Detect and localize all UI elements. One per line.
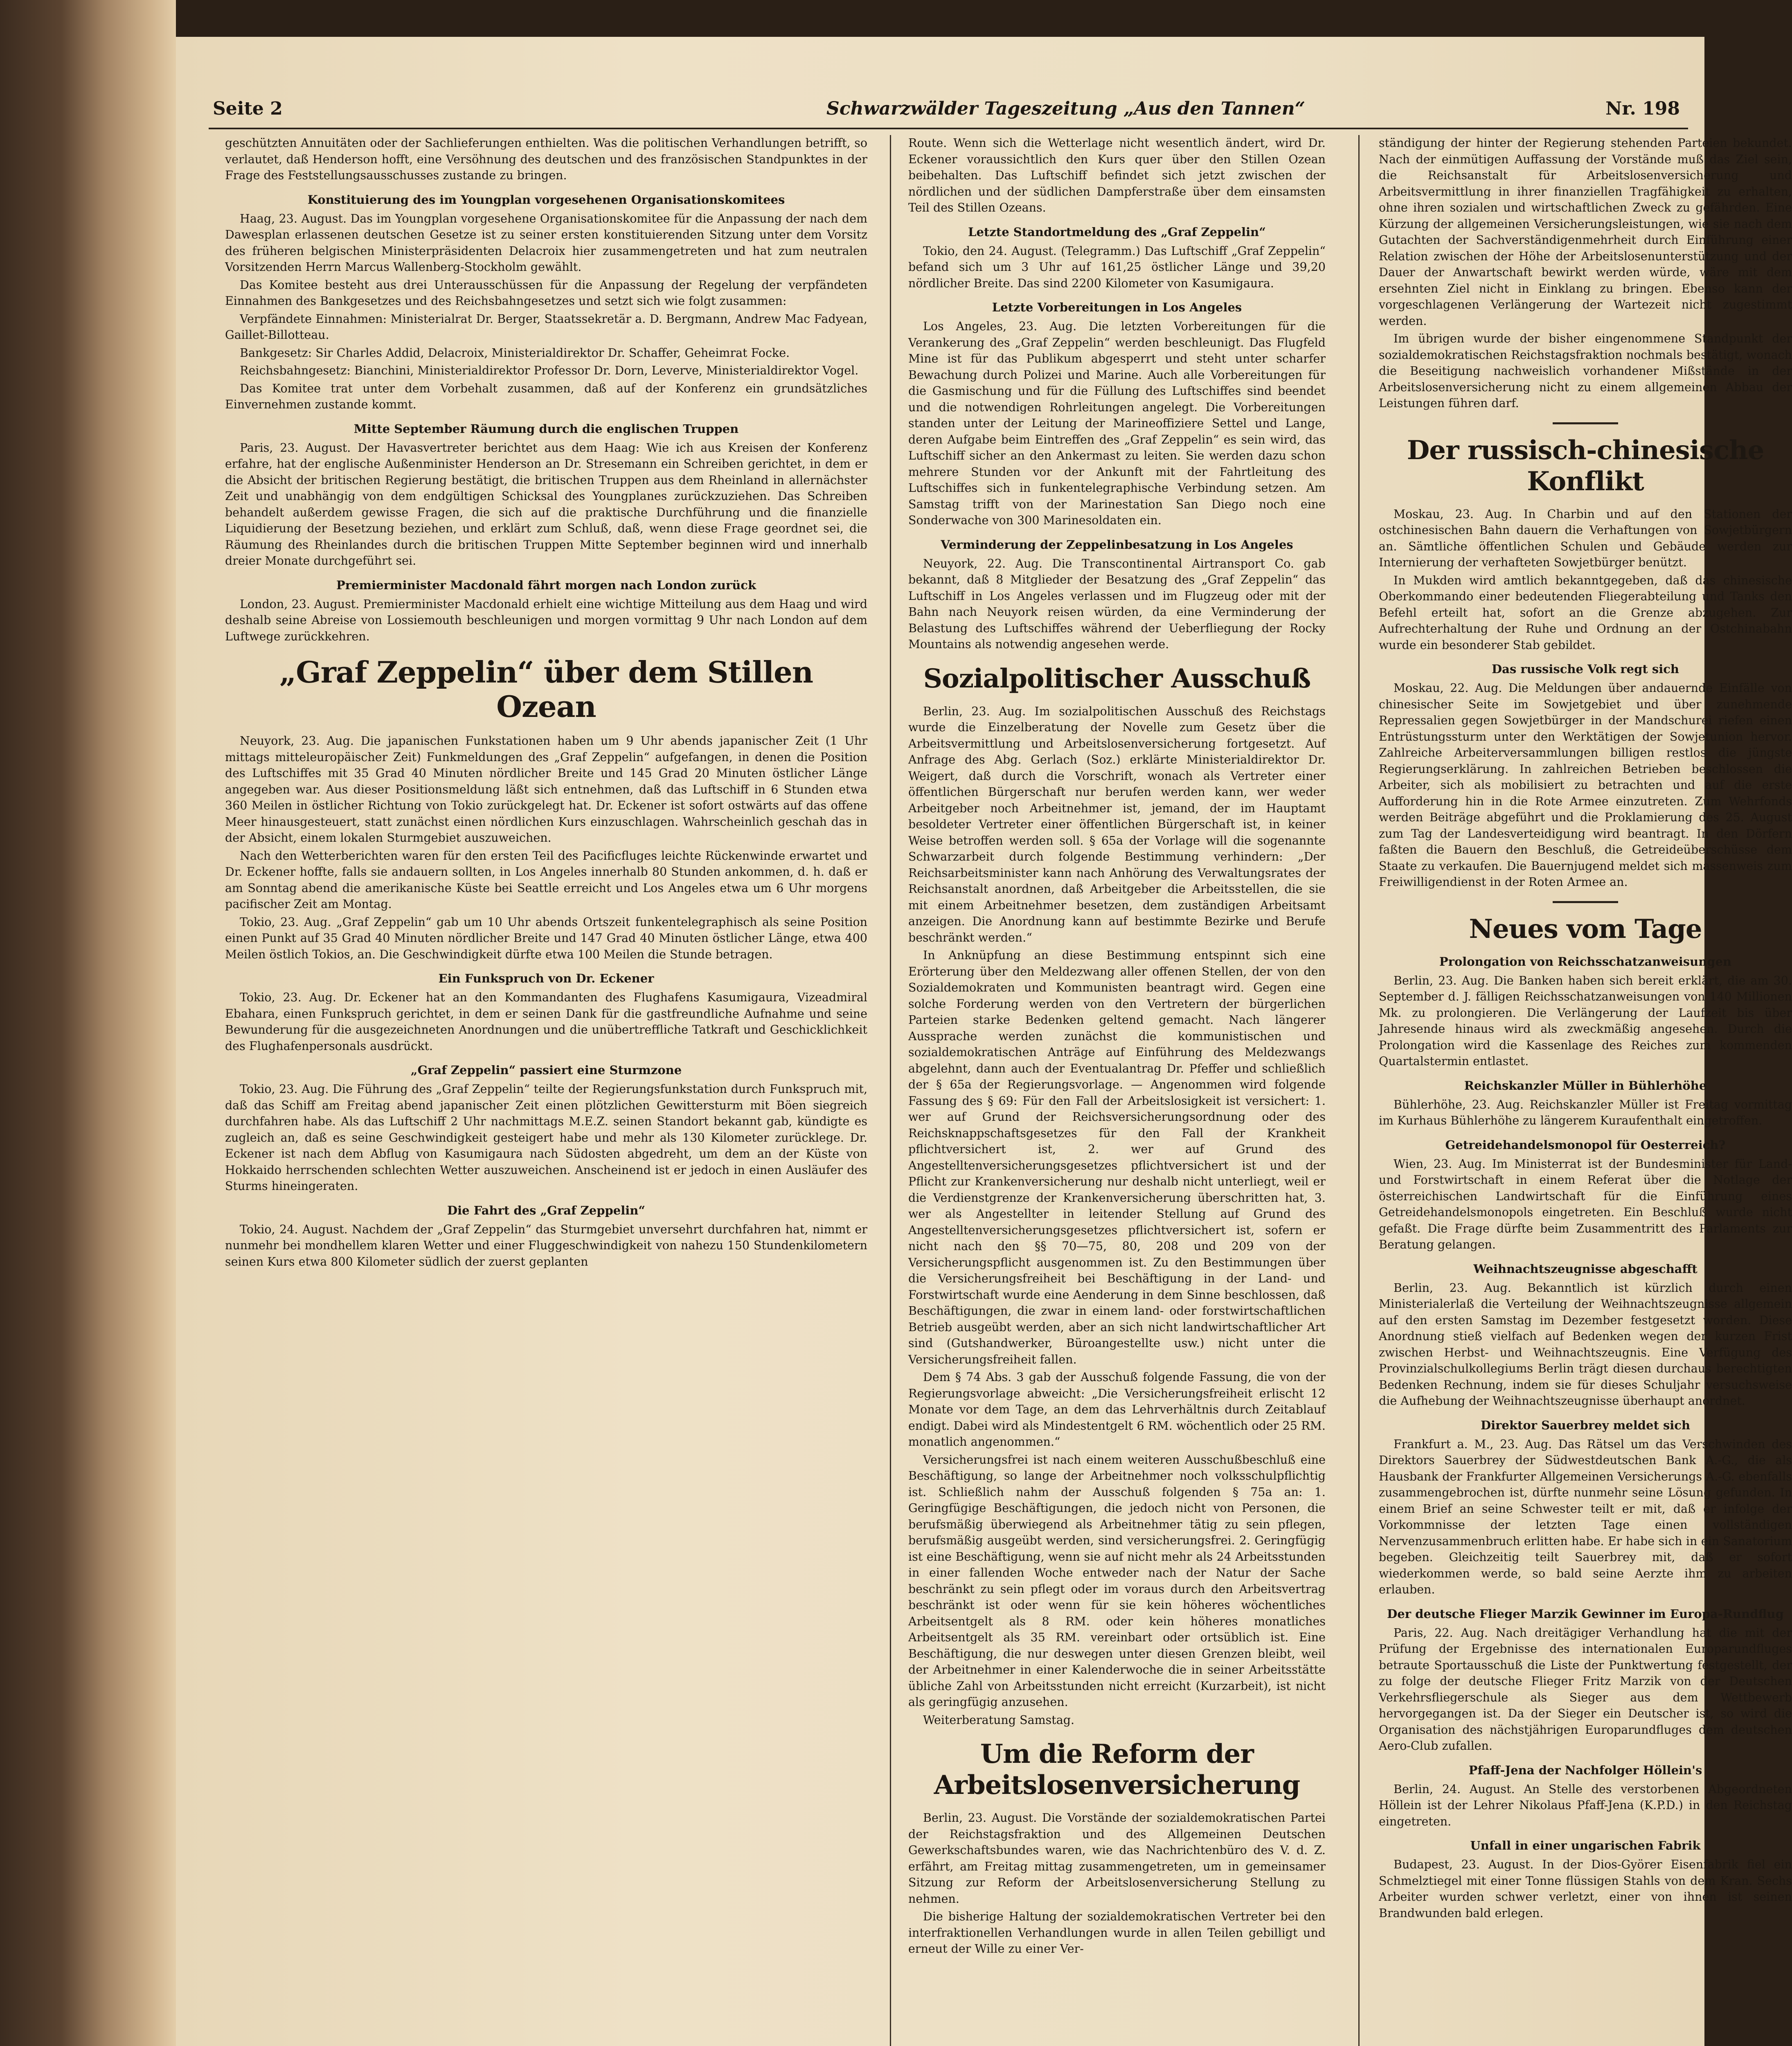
- article-paragraph: Neuyork, 22. Aug. Die Transcontinental Airtransport Co. gab bekannt, daß 8 Mitglieder der Besatzung des „Graf Zeppelin“ das Luftschiff in Los Angeles verlassen und im Flugzeug oder mit der Bahn nach Neuyork reisen würden, da eine Verminderung der Belastung des Luftschiffes während der Ueberfliegung der Rocky Mountains als notwendig angesehen werde.: [908, 557, 1326, 651]
- section-divider: [1553, 901, 1618, 903]
- article-paragraph: In Anknüpfung an diese Bestimmung entspinnt sich eine Erörterung über den Meldezwang aller offenen Stellen, der von den Sozialdemokraten und Kommunisten beantragt wird. Gegen eine solche Forderung werden von den Vertretern der bürgerlichen Parteien starke Bedenken geltend gemacht. Nach längerer Aussprache werden zunächst die kommunistischen und sozialdemokratischen Anträge auf Einführung des Meldezwangs abgelehnt, dann auch der Eventualantrag Dr. Pfeffer und schließlich der § 65a der Regierungsvorlage. — Angenommen wird folgende Fassung des § 69: Für den Fall der Arbeitslosigkeit ist versichert: 1. wer auf Grund der Reichsversicherungsordnung oder des Reichsknappschaftsgesetzes für den Fall der Krankheit pflichtversichert ist, 2. wer auf Grund des Angestelltenversicherungsgesetzes pflichtversichert ist und der Pflicht zur Krankenversicherung nur deshalb nicht unterliegt, weil er die Verdienstgrenze der Krankenversicherung überschritten hat, 3. wer als Angestellter in leitender Stellung auf Grund des Angestelltenversicherungsgesetzes pflichtversichert ist, sofern er nicht nach den §§ 70—75, 80, 208 und 209 von der Versicherungspflicht ausgenommen ist. Zu den Bestimmungen über die Versicherungsfreiheit bei Beschäftigung in der Land- und Forstwirtschaft wurde eine Aenderung in dem Sinne beschlossen, daß Beschäftigungen, die zwar in einem land- oder forstwirtschaftlichen Betrieb ausgeübt werden, aber an sich nicht landwirtschaftlicher Art sind (Gutshandwerker, Büroangestellte usw.) nicht unter die Versicherungsfreiheit fallen.: [908, 949, 1326, 1366]
- article-heading: Letzte Standortmeldung des „Graf Zeppelin“: [968, 225, 1266, 239]
- column-separator: [890, 135, 891, 2046]
- article-paragraph: Frankfurt a. M., 23. Aug. Das Rätsel um das Verschwinden des Direktors Sauerbrey der Südwestdeutschen Bank A.-G., die als Hausbank der Frankfurter Allgemeinen Versicherungs A.-G. ebenfalls zusammengebrochen ist, dürfte nunmehr seine Lösung gefunden. In einem Brief an seine Schwester teilt er mit, daß er infolge der Vorkommnisse der letzten Tage einen vollständigen Nervenzusammenbruch erlitten habe. Er habe sich in ein Sanatorium begeben. Gleichzeitig teilt Sauerbrey mit, daß er sofort wiederkommen werde, so bald seine Aerzte ihm zu arbeiten erlauben.: [1379, 1437, 1792, 1596]
- book-binding: [0, 0, 176, 2046]
- column-3: [1379, 135, 1792, 2046]
- article-paragraph: Bühlerhöhe, 23. Aug. Reichskanzler Müller ist Freitag vormittag im Kurhaus Bühlerhöhe zu längerem Kuraufenthalt eingetroffen.: [1379, 1097, 1792, 1127]
- article-paragraph: Dem § 74 Abs. 3 gab der Ausschuß folgende Fassung, die von der Regierungsvorlage abweicht: „Die Versicherungsfreiheit erlischt 12 Monate vor dem Tage, an dem das Lehrverhältnis durch Zeitablauf endigt. Dabei wird als Mindestentgelt 6 RM. wöchentlich oder 25 RM. monatlich angenommen.“: [908, 1370, 1326, 1449]
- article-paragraph: Das Komitee besteht aus drei Unterausschüssen für die Anpassung der Regelung der verpfändeten Einnahmen des Bankgesetzes und des Reichsbahngesetzes und setzt sich wie folgt zusammen:: [225, 278, 867, 308]
- article-paragraph: In Mukden wird amtlich bekanntgegeben, daß das chinesische Oberkommando einer bedeutenden Fliegerabteilung und Tanks den Befehl erteilt hat, sofort an die Grenze abzugehen. Zur Aufrechterhaltung der Ruhe und Ordnung an der Ostchinabahn wurde ein besonderer Stab gebildet.: [1379, 573, 1792, 652]
- article-paragraph: Bankgesetz: Sir Charles Addid, Delacroix, Ministerialdirektor Dr. Schaffer, Geheimrat Focke.: [240, 346, 790, 360]
- article-paragraph: Paris, 22. Aug. Nach dreitägiger Verhandlung hat die mit der Prüfung der Ergebnisse des internationalen Europarundfluges betraute Sportausschuß die Liste der Punktwertung festgestellt, der zu folge der deutsche Flieger Fritz Marzik von der Deutschen Verkehrsfliegerschule als Sieger aus dem Wettbewerb hervorgegangen ist. Da der Sieger ein Deutscher ist, so wird die Organisation des nächstjährigen Europarundfluges dem deutschen Aero-Club zufallen.: [1379, 1626, 1792, 1753]
- article-paragraph: Berlin, 23. August. Die Vorstände der sozialdemokratischen Partei der Reichstagsfraktion und des Allgemeinen Deutschen Gewerkschaftsbundes waren, wie das Nachrichtenbüro des V. d. Z. erfährt, am Freitag mittag zusammengetreten, um in gemeinsamer Sitzung zur Reform der Arbeitslosenversicherung Stellung zu nehmen.: [908, 1811, 1326, 1906]
- article-heading: Die Fahrt des „Graf Zeppelin“: [447, 1203, 646, 1217]
- article-heading: Direktor Sauerbrey meldet sich: [1480, 1418, 1691, 1432]
- column-2: [908, 135, 1326, 2046]
- header-rule: [209, 128, 1688, 129]
- article-paragraph: Berlin, 23. Aug. Im sozialpolitischen Ausschuß des Reichstags wurde die Einzelberatung der Novelle zum Gesetz über die Arbeitsvermittlung und Arbeitslosenversicherung fortgesetzt. Auf Anfrage des Abg. Gerlach (Soz.) erklärte Ministerialdirektor Dr. Weigert, daß durch die Vorschrift, wonach als Vertreter einer öffentlichen Bürgerschaft nur berufen werden kann, wer weder Arbeitgeber noch Arbeitnehmer ist, jemand, der im Hauptamt besoldeter Vertreter einer öffentlichen Bürgerschaft ist, in keiner Weise betroffen werden soll. § 65a der Vorlage will die sogenannte Schwarzarbeit durch folgende Bestimmung verhindern: „Der Reichsarbeitsminister kann nach Anhörung des Verwaltungsrates der Reichsanstalt anordnen, daß Arbeitgeber die Arbeitsstellen, die sie mit einem Arbeitnehmer besetzen, dem zuständigen Arbeitsamt anzeigen. Die Anordnung kann auf bestimmte Bezirke und Berufe beschränkt werden.“: [908, 704, 1326, 944]
- article-paragraph: Reichsbahngesetz: Bianchini, Ministerialdirektor Professor Dr. Dorn, Leverve, Ministerialdirektor Vogel.: [240, 364, 859, 377]
- article-paragraph: Paris, 23. August. Der Havasvertreter berichtet aus dem Haag: Wie ich aus Kreisen der Konferenz erfahre, hat der englische Außenminister Henderson an Dr. Stresemann ein Schreiben gerichtet, in dem er die Absicht der britischen Regierung bestätigt, die britischen Truppen aus dem Rheinland in allernächster Zeit und unabhängig von dem endgültigen Schicksal des Youngplanes zurückzuziehen. Das Schreiben behandelt außerdem gewisse Fragen, die sich auf die praktische Durchführung und die finanzielle Liquidierung der Besetzung beziehen, und erklärt zum Schluß, daß, wenn diese Frage geordnet sei, die Räumung des Rheinlandes durch die britischen Truppen Mitte September beginnen wird und innerhalb dreier Monate durchgeführt sei.: [225, 441, 867, 568]
- article-paragraph: Berlin, 23. Aug. Bekanntlich ist kürzlich durch einen Ministerialerlaß die Verteilung der Weihnachtszeugnisse allgemein auf den ersten Samstag im Dezember festgesetzt worden. Diese Anordnung stieß vielfach auf Bedenken wegen der kurzen Frist zwischen Herbst- und Weihnachtszeugnis. Eine Verfügung des Provinzialschulkollegiums Berlin trägt diesen durchaus berechtigten Bedenken Rechnung, indem sie für dieses Schuljahr versuchsweise die Aufhebung der Weihnachtszeugnisse überhaupt anordnet.: [1379, 1281, 1792, 1408]
- article-paragraph: Tokio, den 24. August. (Telegramm.) Das Luftschiff „Graf Zeppelin“ befand sich um 3 Uhr auf 161,25 östlicher Länge und 39,20 nördlicher Breite. Das sind 2200 Kilometer von Kasumigaura.: [908, 244, 1326, 290]
- article-paragraph: Wien, 23. Aug. Im Ministerrat ist der Bundesminister für Land- und Forstwirtschaft in einem Referat über die Notlage der österreichischen Landwirtschaft für die Einführung eines Getreidehandelsmonopols eingetreten. Ein Beschluß wurde nicht gefaßt. Die Frage dürfte beim Zusammentritt des Parlaments zur Beratung gelangen.: [1379, 1157, 1792, 1251]
- headline-neues-vom-tage: Neues vom Tage: [1469, 913, 1702, 944]
- article-paragraph: geschützten Annuitäten oder der Sachlieferungen enthielten. Was die politischen Verhandlungen betrifft, so verlautet, daß Henderson hofft, eine Versöhnung des deutschen und des französischen Standpunktes in der Frage des Feststellungsausschusses zustande zu bringen.: [225, 136, 867, 182]
- page-number: Seite 2: [213, 98, 283, 119]
- newspaper-page: [176, 37, 1792, 2046]
- article-heading: Letzte Vorbereitungen in Los Angeles: [992, 300, 1242, 314]
- article-paragraph: London, 23. August. Premierminister Macdonald erhielt eine wichtige Mitteilung aus dem Haag und wird deshalb seine Abreise von Lossiemouth beschleunigen und morgen vormittag 9 Uhr nach London auf dem Luftwege zurückkehren.: [225, 597, 867, 643]
- article-heading: Premierminister Macdonald fährt morgen nach London zurück: [336, 578, 756, 592]
- column-separator: [1358, 135, 1360, 2046]
- article-paragraph: Tokio, 23. Aug. „Graf Zeppelin“ gab um 10 Uhr abends Ortszeit funkentelegraphisch als seine Position einen Punkt auf 35 Grad 40 Minuten nördlicher Breite und 147 Grad 40 Minuten östlicher Länge, etwa 400 Meilen östlich Tokios, an. Die Geschwindigkeit dürfte etwa 100 Meilen die Stunde betragen.: [225, 915, 867, 961]
- article-heading: Ein Funkspruch von Dr. Eckener: [438, 971, 654, 985]
- article-paragraph: Budapest, 23. August. In der Dios-Györer Eisenfabrik fiel ein Schmelztiegel mit einer Tonne flüssigen Stahls von dem Kran. Sechs Arbeiter wurden schwer verletzt, einer von ihnen ist seinen Brandwunden bald erlegen.: [1379, 1858, 1792, 1920]
- article-paragraph: Tokio, 23. Aug. Dr. Eckener hat an den Kommandanten des Flughafens Kasumigaura, Vizeadmiral Ebahara, einen Funkspruch gerichtet, in dem er seinen Dank für die gastfreundliche Aufnahme und seine Bewunderung für die ausgezeichneten Anordnungen und die unübertreffliche Tatkraft und Geschicklichkeit des Flughafenpersonals ausdrückt.: [225, 991, 867, 1053]
- article-paragraph: Berlin, 24. August. An Stelle des verstorbenen Abgeordneten Höllein ist der Lehrer Nikolaus Pfaff-Jena (K.P.D.) in den Reichstag eingetreten.: [1379, 1782, 1792, 1828]
- article-paragraph: Moskau, 23. Aug. In Charbin und auf den Stationen der ostchinesischen Bahn dauern die Verhaftungen von Sowjetbürgern an. Sämtliche öffentlichen Schulen und Gebäude werden zur Internierung der verhafteten Sowjetbürger benützt.: [1379, 507, 1792, 569]
- article-heading: Prolongation von Reichsschatzanweisungen: [1439, 954, 1732, 969]
- article-paragraph: Tokio, 24. August. Nachdem der „Graf Zeppelin“ das Sturmgebiet unversehrt durchfahren hat, nimmt er nunmehr bei mondhellem klaren Wetter und einer Fluggeschwindigkeit von nahezu 150 Stundenkilometern seinen Kurs etwa 800 Kilometer südlich der zuerst geplanten: [225, 1222, 867, 1269]
- article-heading: Der deutsche Flieger Marzik Gewinner im Europa-Rundflug: [1387, 1607, 1784, 1621]
- article-paragraph: Nach den Wetterberichten waren für den ersten Teil des Pacificfluges leichte Rückenwinde erwartet und Dr. Eckener hoffte, falls sie andauern sollten, in Los Angeles innerhalb 80 Stunden ankommen, d. h. daß er am Sonntag abend die amerikanische Küste bei Seattle erreicht und Los Angeles etwa um 6 Uhr morgens pacifischer Zeit am Montag.: [225, 849, 867, 911]
- article-heading: Pfaff-Jena der Nachfolger Höllein's: [1468, 1763, 1702, 1777]
- headline-reform: Um die Reform der Arbeitslosenversicherung: [934, 1739, 1300, 1800]
- article-paragraph: Verpfändete Einnahmen: Ministerialrat Dr. Berger, Staatssekretär a. D. Bergmann, Andrew Mac Fadyean, Gaillet-Billotteau.: [225, 312, 867, 342]
- section-divider: [1553, 422, 1618, 424]
- headline-konflikt: Der russisch-chinesische Konflikt: [1407, 435, 1764, 497]
- article-heading: „Graf Zeppelin“ passiert eine Sturmzone: [410, 1063, 682, 1077]
- article-heading: Unfall in einer ungarischen Fabrik: [1470, 1839, 1701, 1852]
- column-1: [225, 135, 867, 2046]
- article-paragraph: Moskau, 22. Aug. Die Meldungen über andauernde Einfälle von chinesischer Seite im Sowjetgebiet und über zunehmende Repressalien gegen Sowjetbürger in der Mandschurei riefen einen Entrüstungssturm unter den Werktätigen der Sowjetunion hervor. Zahlreiche Arbeiterversammlungen billigen restlos die jüngste Regierungserklärung. In zahlreichen Betrieben beschlossen die Arbeiter, sich als mobilisiert zu betrachten und auf die erste Aufforderung hin in die Rote Armee einzutreten. Zum Wehrfonds werden Beiträge abgeführt und die Proklamierung des 25. August zum Tag der Landesverteidigung wird beantragt. In den Dörfern faßten die Bauern den Beschluß, die Getreideüberschüsse dem Staate zu verkaufen. Die Bauernjugend meldet sich massenweis zum Freiwilligendienst in der Roten Armee an.: [1379, 681, 1792, 889]
- article-paragraph: Die bisherige Haltung der sozialdemokratischen Vertreter bei den interfraktionellen Verhandlungen wurde in allen Teilen gebilligt und erneut der Wille zu einer Ver-: [908, 1910, 1326, 1956]
- article-heading: Verminderung der Zeppelinbesatzung in Los Angeles: [941, 537, 1293, 552]
- article-paragraph: Los Angeles, 23. Aug. Die letzten Vorbereitungen für die Verankerung des „Graf Zeppelin“ werden beschleunigt. Das Flugfeld Mine ist für das Publikum abgesperrt und steht unter scharfer Bewachung durch Polizei und Marine. Auch alle Vorbereitungen für die Gasmischung und für die Füllung des Luftschiffes sind beendet und die notwendigen Rohrleitungen angelegt. Die Vorbereitungen standen unter der Leitung der Marineoffiziere Settel und Lange, deren Aufgabe beim Eintreffen des „Graf Zeppelin“ es sein wird, das Luftschiff sicher an den Ankermast zu leiten. Sie werden dazu schon mehrere Stunden vor der Ankunft mit der Fahrtleitung des Luftschiffes sich in funkentelegraphische Verbindung setzen. Am Samstag trifft von der Marinestation San Diego noch eine Sonderwache von 300 Marinesoldaten ein.: [908, 320, 1326, 527]
- article-paragraph: ständigung der hinter der Regierung stehenden Parteien bekundet. Nach der einmütigen Auffassung der Vorstände muß das Ziel sein, die Reichsanstalt für Arbeitslosenversicherung und Arbeitsvermittlung in ihrer finanziellen Tragfähigkeit zu erhalten, ohne ihren sozialen und wirtschaftlichen Zweck zu gefährden. Eine Kürzung der allgemeinen Versicherungsleistungen, wie sie nach dem Gutachten der Sachverständigenmehrheit durch Einführung einer Relation zwischen der Höhe der Arbeitslosenunterstützung und der Dauer der Anwartschaft bewirkt werden würde, wäre mit dem ersehnten Ziel nicht in Einklang zu bringen. Ebenso kann der vorgeschlagenen Verlängerung der Wartezeit nicht zugestimmt werden.: [1379, 136, 1792, 328]
- article-heading: Konstituierung des im Youngplan vorgesehenen Organisationskomitees: [307, 192, 785, 207]
- newspaper-title: Schwarzwälder Tageszeitung „Aus den Tannen“: [826, 98, 1306, 119]
- article-heading: Mitte September Räumung durch die englischen Truppen: [353, 421, 739, 436]
- article-paragraph: Weiterberatung Samstag.: [923, 1713, 1074, 1727]
- article-paragraph: Tokio, 23. Aug. Die Führung des „Graf Zeppelin“ teilte der Regierungsfunkstation durch Funkspruch mit, daß das Schiff am Freitag abend japanischer Zeit einen plötzlichen Gewittersturm mit Böen siegreich durchfahren habe. Als das Luftschiff 2 Uhr nachmittags M.E.Z. seinen Standort bekannt gab, kündigte es zugleich an, daß es seine Geschwindigkeit gesteigert habe und mehr als 130 Kilometer zurücklege. Dr. Eckener ist nach dem Abflug von Kasumigaura nach Südosten abgedreht, um dem an der Küste von Hokkaido herrschenden schlechten Wetter auszuweichen. Anscheinend ist er jedoch in einen Ausläufer des Sturms hineingeraten.: [225, 1082, 867, 1193]
- article-paragraph: Versicherungsfrei ist nach einem weiteren Ausschußbeschluß eine Beschäftigung, so lange der Arbeitnehmer noch volksschulpflichtig ist. Schließlich nahm der Ausschuß folgenden § 75a an: 1. Geringfügige Beschäftigungen, die jedoch nicht von Personen, die berufsmäßig überwiegend als Arbeitnehmer tätig zu sein pflegen, berufsmäßig ausgeübt werden, sind versicherungsfrei. 2. Geringfügig ist eine Beschäftigung, wenn sie auf nicht mehr als 24 Arbeitsstunden in einer fallenden Woche entweder nach der Natur der Sache beschränkt zu sein pflegt oder im voraus durch den Arbeitsvertrag beschränkt ist oder wenn für sie kein höheres wöchentliches Arbeitsentgelt als 8 RM. oder kein höheres monatliches Arbeitsentgelt als 35 RM. vereinbart oder ortsüblich ist. Eine Beschäftigung, die nur deswegen unter diesen Grenzen bleibt, weil der Arbeitnehmer in einer Kalenderwoche die in seiner Arbeitsstätte übliche Zahl von Arbeitsstunden nicht erreicht (Kurzarbeit), ist nicht als geringfügig anzusehen.: [908, 1453, 1326, 1709]
- article-heading: Reichskanzler Müller in Bühlerhöhe: [1464, 1078, 1707, 1093]
- headline-zeppelin: „Graf Zeppelin“ über dem Stillen Ozean: [279, 655, 813, 724]
- article-paragraph: Im übrigen wurde der bisher eingenommene Standpunkt der sozialdemokratischen Reichstagsfraktion nochmals bestätigt, wonach die Beseitigung nachweislich vorhandener Mißstände in der Arbeitslosenversicherung nicht zu einem allgemeinen Abbau der Leistungen führen darf.: [1379, 332, 1792, 410]
- article-paragraph: Neuyork, 23. Aug. Die japanischen Funkstationen haben um 9 Uhr abends japanischer Zeit (1 Uhr mittags mitteleuropäischer Zeit) Funkmeldungen des „Graf Zeppelin“ aufgefangen, in denen die Position des Luftschiffes mit 35 Grad 40 Minuten nördlicher Breite und 145 Grad 20 Minuten östlicher Länge angegeben war. Aus dieser Positionsmeldung läßt sich entnehmen, daß das Luftschiff in 6 Stunden etwa 360 Meilen in östlicher Richtung von Tokio zurückgelegt hat. Dr. Eckener ist sofort ostwärts auf das offene Meer hinausgesteuert, statt zunächst einen nördlichen Kurs einzuschlagen. Wahrscheinlich geschah das in der Absicht, einem lokalen Sturmgebiet auszuweichen.: [225, 734, 867, 845]
- article-heading: Getreidehandelsmonopol für Oesterreich?: [1445, 1138, 1726, 1152]
- headline-sozialpolitik: Sozialpolitischer Ausschuß: [923, 663, 1311, 694]
- article-paragraph: Haag, 23. August. Das im Youngplan vorgesehene Organisationskomitee für die Anpassung der nach dem Dawesplan erlassenen deutschen Gesetze ist zu seiner ersten konstituierenden Sitzung unter dem Vorsitz des früheren belgischen Ministerpräsidenten Delacroix hier zusammengetreten und hat zum neutralen Vorsitzenden Herrn Marcus Wallenberg-Stockholm gewählt.: [225, 212, 867, 274]
- article-paragraph: Das Komitee trat unter dem Vorbehalt zusammen, daß auf der Konferenz ein grundsätzliches Einvernehmen zustande kommt.: [225, 381, 867, 411]
- issue-number: Nr. 198: [1605, 98, 1680, 119]
- article-heading: Das russische Volk regt sich: [1492, 662, 1679, 676]
- article-paragraph: Route. Wenn sich die Wetterlage nicht wesentlich ändert, wird Dr. Eckener voraussichtlich den Kurs quer über den Stillen Ozean beibehalten. Das Luftschiff befindet sich jetzt zwischen der nördlichen und der südlichen Dampferstraße über dem einsamsten Teil des Stillen Ozeans.: [908, 136, 1326, 214]
- article-paragraph: Berlin, 23. Aug. Die Banken haben sich bereit erklärt, die am 30. September d. J. fälligen Reichsschatzanweisungen von 140 Millionen Mk. zu prolongieren. Die Verlängerung der Laufzeit bis über Jahresende hinaus wird als zweckmäßig angesehen. Durch die Prolongation wird die Kassenlage des Reiches zum kommenden Quartalstermin entlastet.: [1379, 973, 1792, 1068]
- article-heading: Weihnachtszeugnisse abgeschafft: [1473, 1262, 1697, 1276]
